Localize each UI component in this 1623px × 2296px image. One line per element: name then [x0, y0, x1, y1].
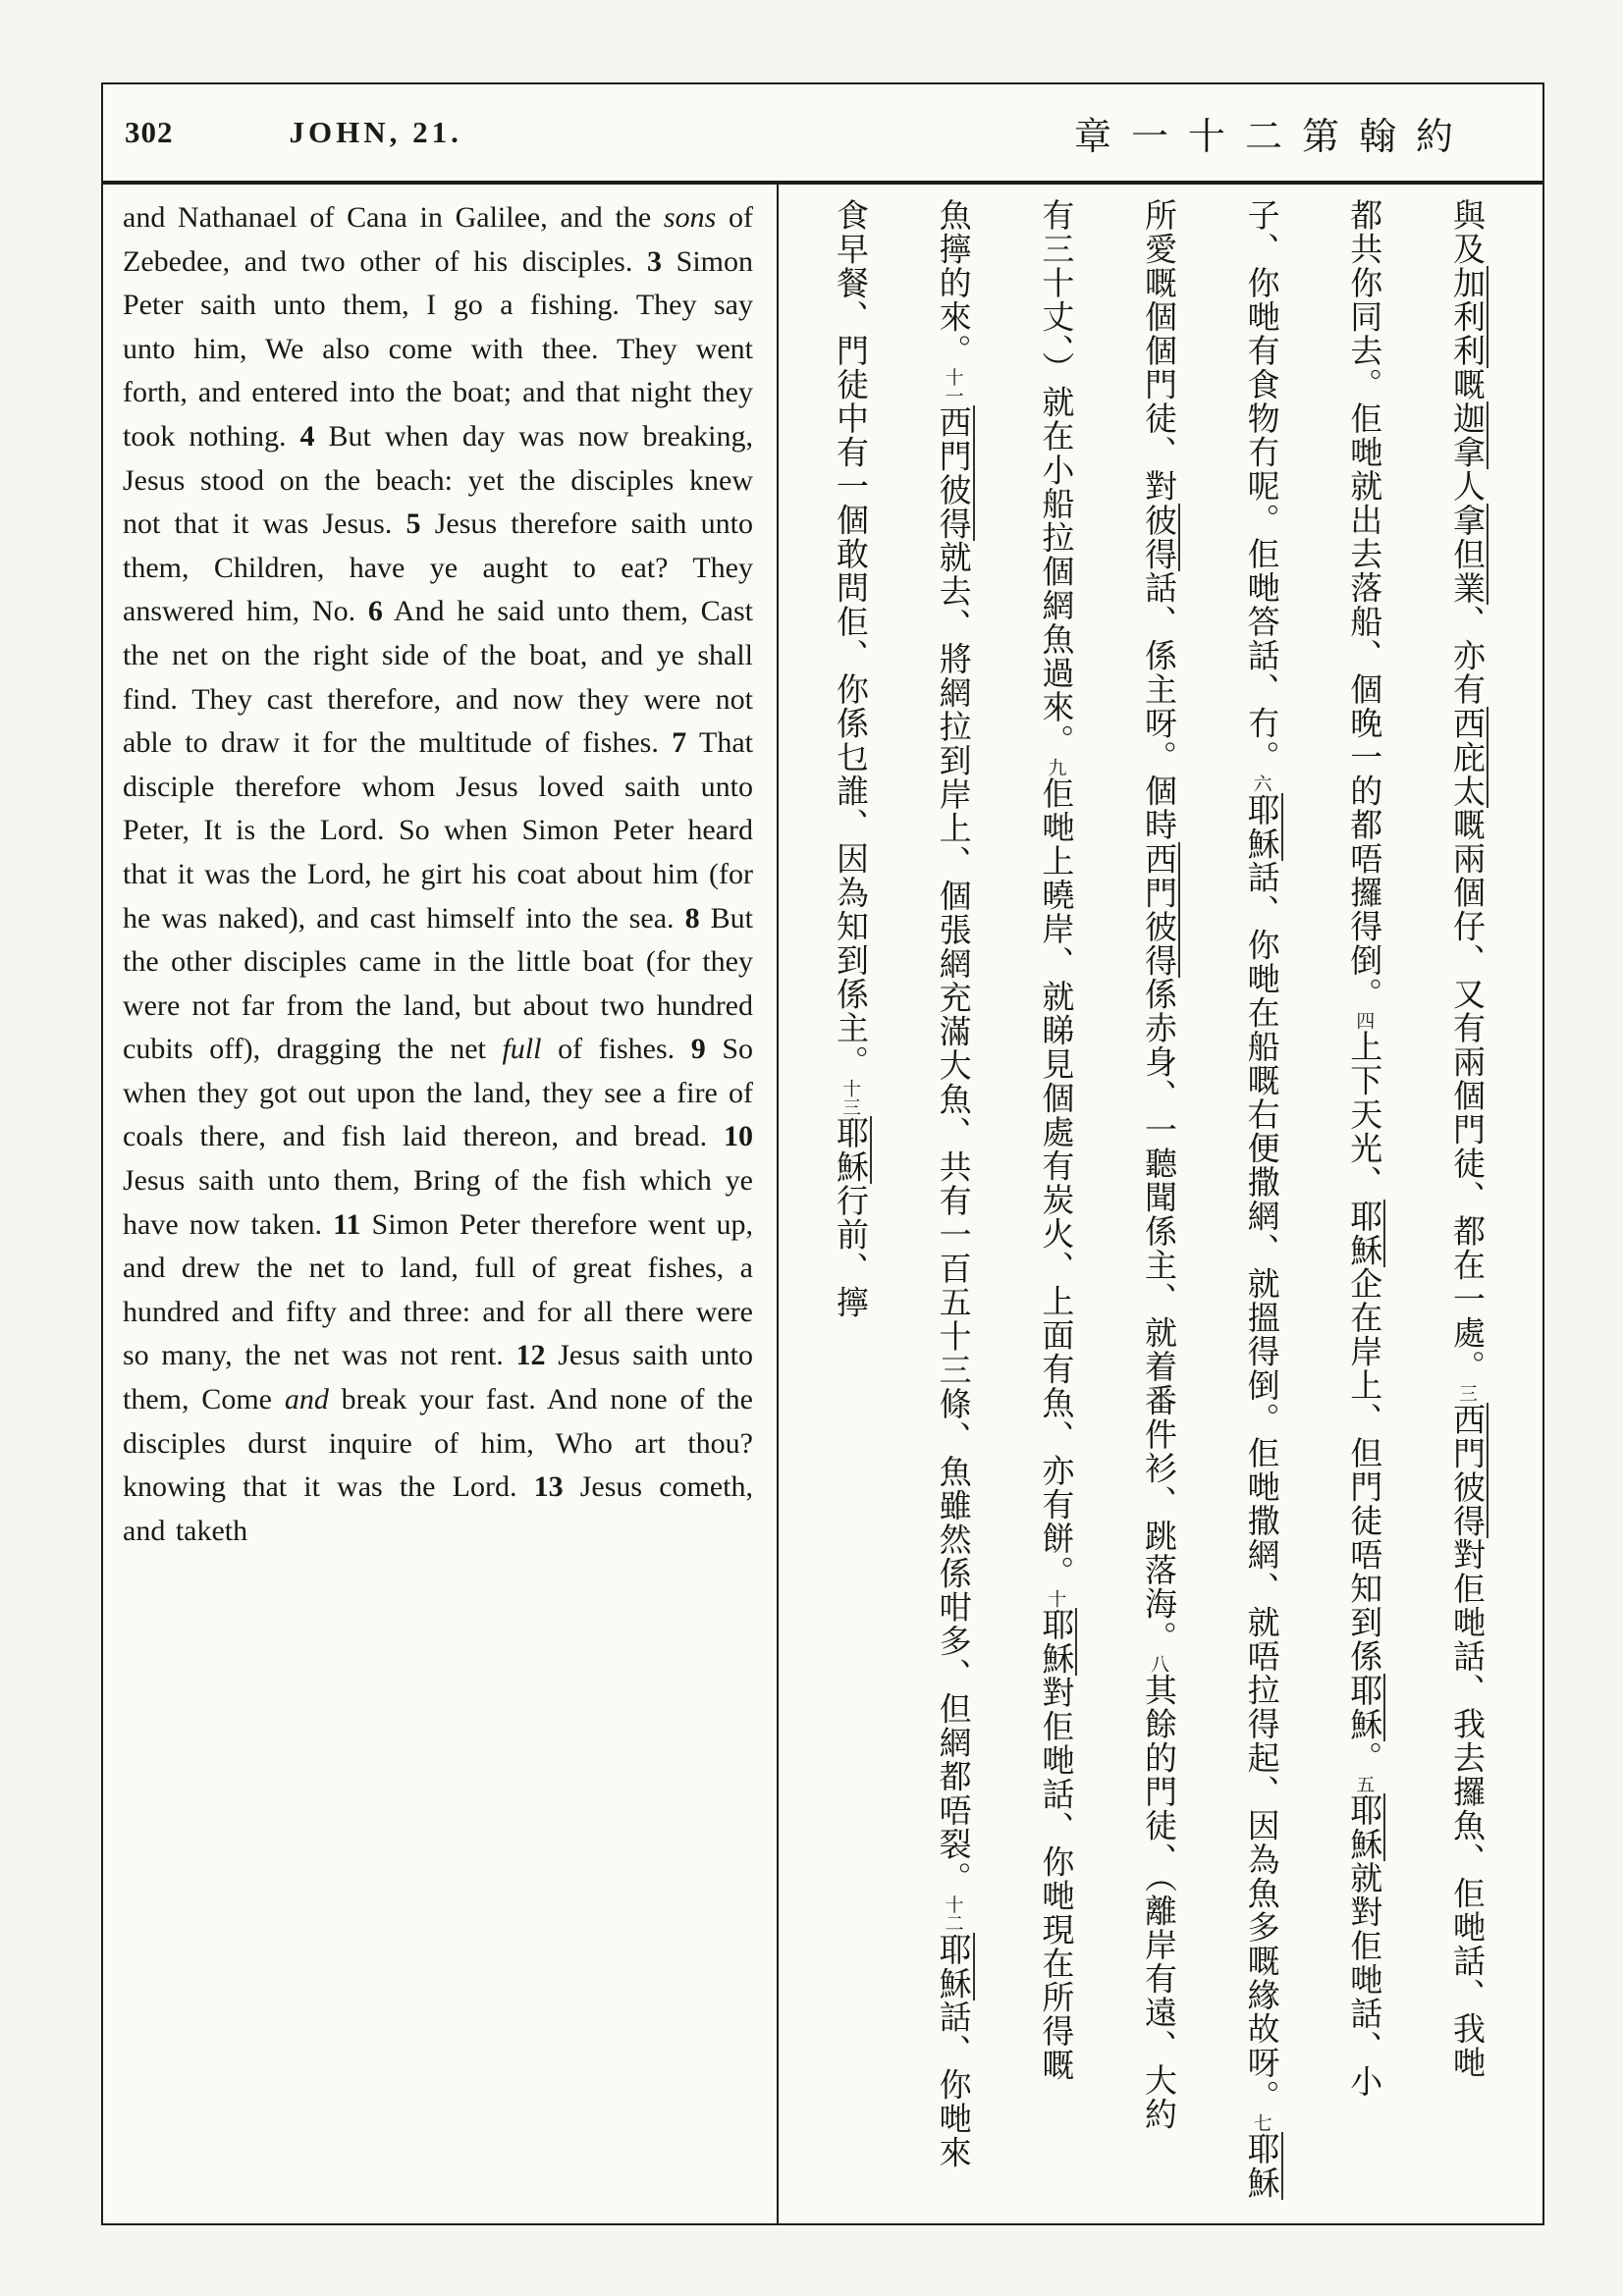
- proper-name: 耶穌: [1037, 1608, 1076, 1676]
- text-run: 話、係主呀。個時: [1139, 570, 1178, 842]
- verse-number: 十一: [942, 367, 964, 405]
- verse-number: 十: [1045, 1589, 1067, 1608]
- proper-name: 耶穌: [832, 1116, 870, 1184]
- verse-number: 12: [515, 1339, 546, 1372]
- text-run: 對佢哋話、你哋現在所得嘅: [1037, 1676, 1076, 2082]
- text-run: But when day was now breaking, Jesus stood on the beach: yet the disciples knew not that it was Jesus.: [123, 419, 753, 541]
- proper-name: 耶穌: [1242, 792, 1281, 861]
- text-run: 嘅: [1447, 367, 1487, 401]
- header-title-chinese: 章一十二第翰約: [1073, 116, 1473, 158]
- verse-number: 11: [333, 1207, 361, 1241]
- text-run: Simon Peter therefore went up, and drew the net to land, full of great fishes, a hundred and fifty and three: and for all there were so many, the net was not rent.: [123, 1207, 754, 1372]
- chinese-column-6: [903, 198, 1003, 2214]
- verse-number: 五: [1353, 1775, 1376, 1793]
- text-run: 就去、將網拉到岸上、個張網充滿大魚、共有一百五十三條、魚雖然係咁多、但網都唔裂。: [934, 540, 973, 1896]
- verse-number: 六: [1250, 774, 1272, 793]
- header-title-english: JOHN, 21.: [289, 115, 462, 149]
- page-body: [103, 185, 1542, 2223]
- text-run: Jesus saith unto them, Bring of the fish which ye have now taken.: [123, 1164, 753, 1241]
- text-run: 係赤身、一聽聞係主、就着番件衫、跳落海。: [1139, 977, 1178, 1655]
- text-run: But the other disciples came in the little boat (for they were not far from the land, but about two hundred cubits off), dragging the net: [123, 901, 753, 1066]
- text-run: 對佢哋話、我去攞魚、佢哋話、我哋: [1447, 1537, 1487, 2080]
- chinese-column-1: [1417, 198, 1517, 2214]
- text-run: 其餘的門徒、（離岸有遠、大約: [1139, 1673, 1178, 2131]
- verse-number: 5: [406, 507, 421, 541]
- italic-word: and: [284, 1383, 329, 1416]
- italic-word: full: [502, 1033, 542, 1066]
- proper-name: 拿但業: [1447, 503, 1487, 605]
- proper-name: 耶穌: [934, 1932, 973, 2001]
- text-run: 就對佢哋話、小: [1345, 1861, 1384, 2099]
- verse-number: 3: [647, 244, 662, 278]
- verse-number: 十二: [942, 1895, 964, 1933]
- header-chinese-section: [779, 106, 1542, 160]
- text-run: 食早餐、門徒中有一個敢問佢、你係乜誰、因為知到係主。: [832, 198, 870, 1079]
- text-run: 人: [1447, 469, 1487, 504]
- proper-name: 耶穌: [1345, 1793, 1384, 1861]
- text-run: of Zebedee, and two other of his disciples.: [123, 201, 753, 278]
- text-run: That disciple therefore whom Jesus loved saith unto Peter, It is the Lord. So when Simon Peter heard that it was the Lord, he girt his coat about him (for he was naked), and cast himself into the sea.: [123, 726, 754, 934]
- verse-number: 6: [367, 595, 383, 628]
- verse-number: 三: [1455, 1383, 1478, 1403]
- verse-number: 七: [1250, 2113, 1272, 2132]
- proper-name: 彼得: [1139, 503, 1178, 571]
- text-run: 企在岸上、但門徒唔知到係: [1345, 1266, 1384, 1674]
- verse-number: 9: [690, 1033, 706, 1066]
- verse-number: 13: [533, 1470, 564, 1504]
- scanned-page-frame: [101, 82, 1544, 2225]
- text-run: of fishes.: [541, 1033, 691, 1066]
- text-run: 。: [1345, 1740, 1384, 1775]
- text-run: So when they got out upon the land, they see a fire of coals there, and fish laid thereon, and bread.: [123, 1033, 754, 1153]
- text-run: break your fast. And none of the disciples durst inquire of him, Who art thou? knowing that it was the Lord.: [123, 1383, 753, 1504]
- english-text-column: [103, 185, 779, 2223]
- text-run: And he said unto them, Cast the net on the right side of the boat, and ye shall find. They cast therefore, and now they were not able to draw it for the multitude of fishes.: [123, 595, 753, 760]
- text-run: Jesus saith unto them, Come: [123, 1339, 753, 1416]
- text-run: 、亦有: [1447, 605, 1487, 707]
- text-run: Simon Peter saith unto them, I go a fishing. They say unto him, We also come with thee. They went forth, and entered into the boat; and that night they took nothing.: [123, 244, 753, 453]
- text-run: 話、你哋來: [934, 2000, 973, 2169]
- chinese-column-7: [800, 198, 900, 2214]
- proper-name: 西門彼得: [934, 404, 973, 541]
- page-header: [103, 84, 1542, 185]
- chinese-column-3: [1212, 198, 1312, 2214]
- verse-number: 八: [1147, 1654, 1169, 1674]
- proper-name: 耶穌: [1345, 1673, 1384, 1741]
- text-run: 上下天光、: [1345, 1030, 1384, 1200]
- verse-number: 7: [672, 726, 687, 760]
- text-run: 佢哋上曉岸、就睇見個處有炭火、上面有魚、亦有餅。: [1037, 776, 1076, 1589]
- text-run: 都共你同去。佢哋就出去落船、個晚一的都唔攞得倒。: [1345, 198, 1384, 1011]
- header-english-section: [103, 115, 779, 150]
- text-run: and Nathanael of Cana in Galilee, and the: [123, 201, 664, 234]
- chinese-column-5: [1005, 198, 1106, 2214]
- text-run: 話、你哋在船嘅右便撒網、就搵得倒。佢哋撒網、就唔拉得起、因為魚多嘅緣故呀。: [1242, 860, 1281, 2113]
- verse-number: 8: [684, 901, 700, 934]
- verse-number: 10: [724, 1120, 753, 1153]
- page-number: 302: [125, 115, 174, 149]
- proper-name: 加利利: [1447, 266, 1487, 368]
- chinese-column-4: [1109, 198, 1209, 2214]
- text-run: Jesus cometh, and taketh: [123, 1470, 754, 1547]
- text-run: 魚擰的來。: [934, 198, 973, 368]
- proper-name: 西門彼得: [1139, 841, 1178, 978]
- english-verse-text: [123, 196, 753, 1553]
- verse-number: 九: [1045, 758, 1067, 776]
- text-run: 與及: [1447, 198, 1487, 266]
- italic-word: sons: [663, 201, 717, 234]
- proper-name: 迦拿: [1447, 401, 1487, 469]
- text-run: Jesus therefore saith unto them, Children, have ye aught to eat? They answered him, No.: [123, 507, 753, 628]
- chinese-text-section: [779, 185, 1542, 2223]
- proper-name: 西門彼得: [1447, 1402, 1487, 1538]
- text-run: 有三十丈、）就在小船拉個網魚過來。: [1037, 198, 1076, 758]
- text-run: 子、你哋有食物冇呢。佢哋答話、冇。: [1242, 198, 1281, 774]
- text-run: 行前、擰: [832, 1184, 870, 1319]
- text-run: 嘅兩個仔、又有兩個門徒、都在一處。: [1447, 808, 1487, 1384]
- verse-number: 十三: [839, 1079, 861, 1116]
- proper-name: 西庇太: [1447, 706, 1487, 808]
- verse-number: 4: [299, 419, 315, 453]
- verse-number: 四: [1353, 1011, 1376, 1030]
- proper-name: 耶穌: [1242, 2132, 1281, 2200]
- proper-name: 耶穌: [1345, 1199, 1384, 1267]
- chinese-column-2: [1314, 198, 1414, 2214]
- text-run: 所愛嘅個個門徒、對: [1139, 198, 1178, 504]
